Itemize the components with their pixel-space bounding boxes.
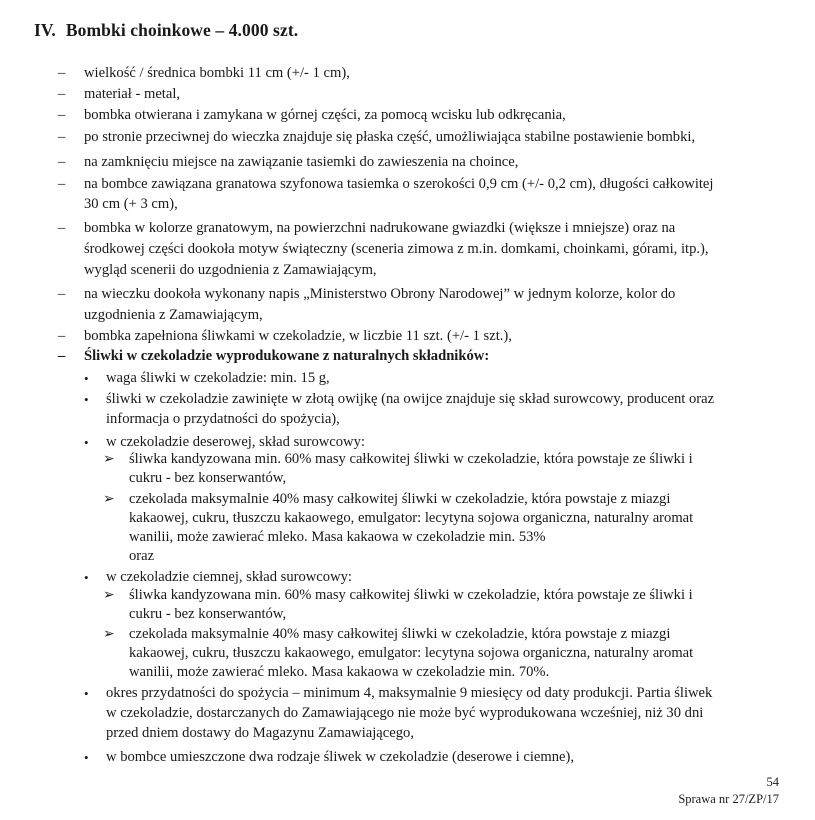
spec-line: po stronie przeciwnej do wieczka znajduje się płaska część, umożliwiająca stabilne postawienie bombki,: [84, 129, 696, 145]
spec-line: informacja o przydatności do spożycia),: [106, 411, 340, 427]
spec-line: wanilii, może zawierać mleko. Masa kakaowa w czekoladzie min. 53%: [129, 529, 546, 545]
bullet-marker: •: [84, 371, 89, 386]
case-reference: Sprawa nr 27/ZP/17: [678, 792, 779, 806]
bullet-marker: •: [84, 570, 89, 585]
spec-line: bombka w kolorze granatowym, na powierzchni nadrukowane gwiazdki (większe i mniejsze) oraz na: [84, 220, 676, 236]
bullet-marker: •: [84, 435, 89, 450]
bullet-marker: •: [84, 686, 89, 701]
subsection-heading: Śliwki w czekoladzie wyprodukowane z naturalnych składników:: [84, 348, 490, 364]
spec-line: uzgodnienia z Zamawiającym,: [84, 307, 263, 323]
spec-line: 30 cm (+ 3 cm),: [84, 196, 178, 212]
dash-marker: –: [58, 154, 66, 170]
spec-line: na bombce zawiązana granatowa szyfonowa tasiemka o szerokości 0,9 cm (+/- 0,2 cm), długości całkowitej: [84, 176, 714, 192]
spec-line: przed dniem dostawy do Magazynu Zamawiającego,: [106, 725, 414, 741]
page-number: 54: [766, 775, 779, 789]
spec-line: oraz: [129, 548, 155, 564]
spec-line: na wieczku dookoła wykonany napis „Ministerstwo Obrony Narodowej” w jednym kolorze, kolor do: [84, 286, 676, 302]
section-number: IV.: [34, 20, 56, 40]
spec-line: w czekoladzie ciemnej, skład surowcowy:: [106, 569, 352, 585]
spec-line: okres przydatności do spożycia – minimum 4, maksymalnie 9 miesięcy od daty produkcji. Partia śliwek: [106, 685, 713, 701]
spec-line: środkowej części dookoła motyw świąteczny (sceneria zimowa z m.in. domkami, choinkami, górami, itp.),: [84, 241, 709, 257]
dash-marker: –: [58, 176, 66, 192]
dash-marker: –: [58, 107, 66, 123]
bullet-marker: •: [84, 392, 89, 407]
spec-line: czekolada maksymalnie 40% masy całkowitej śliwki w czekoladzie, która powstaje z miazgi: [129, 491, 671, 507]
spec-line: bombka otwierana i zamykana w górnej części, za pomocą wcisku lub odkręcania,: [84, 107, 566, 123]
dash-marker: –: [58, 65, 66, 81]
spec-line: w bombce umieszczone dwa rodzaje śliwek w czekoladzie (deserowe i ciemne),: [106, 749, 575, 765]
spec-line: w czekoladzie, dostarczanych do Zamawiającego nie może być wyprodukowana wcześniej, niż 30 dni: [106, 705, 704, 721]
spec-line: cukru - bez konserwantów,: [129, 470, 287, 486]
section-title: Bombki choinkowe – 4.000 szt.: [65, 20, 299, 40]
dash-marker: –: [58, 220, 66, 236]
dash-marker: –: [58, 129, 66, 145]
arrow-marker: ➢: [103, 627, 115, 642]
spec-line: czekolada maksymalnie 40% masy całkowitej śliwki w czekoladzie, która powstaje z miazgi: [129, 626, 671, 642]
spec-line: bombka zapełniona śliwkami w czekoladzie, w liczbie 11 szt. (+/- 1 szt.),: [84, 328, 512, 344]
spec-line: śliwka kandyzowana min. 60% masy całkowitej śliwki w czekoladzie, która powstaje ze śliwki i: [129, 587, 693, 603]
spec-line: w czekoladzie deserowej, skład surowcowy:: [106, 434, 365, 450]
spec-line: kakaowej, cukru, tłuszczu kakaowego, emulgator: lecytyna sojowa organiczna, naturalny aromat: [129, 510, 694, 526]
spec-line: wanilii, może zawierać mleko. Masa kakaowa w czekoladzie min. 70%.: [129, 664, 550, 680]
dash-marker: –: [58, 328, 66, 344]
spec-line: na zamknięciu miejsce na zawiązanie tasiemki do zawieszenia na choince,: [84, 154, 519, 170]
spec-line: wygląd scenerii do uzgodnienia z Zamawiającym,: [84, 262, 377, 278]
section-heading: [34, 20, 298, 41]
spec-line: kakaowej, cukru, tłuszczu kakaowego, emulgator: lecytyna sojowa organiczna, naturalny aromat: [129, 645, 694, 661]
spec-line: materiał - metal,: [84, 86, 181, 102]
spec-line: śliwki w czekoladzie zawinięte w złotą owijkę (na owijce znajduje się skład surowcowy, producent oraz: [106, 391, 715, 407]
dash-marker: –: [58, 86, 66, 102]
arrow-marker: ➢: [103, 452, 115, 467]
bullet-marker: •: [84, 750, 89, 765]
dash-marker: –: [58, 286, 66, 302]
dash-marker: –: [58, 348, 66, 364]
spec-line: waga śliwki w czekoladzie: min. 15 g,: [106, 370, 330, 386]
spec-line: cukru - bez konserwantów,: [129, 606, 287, 622]
arrow-marker: ➢: [103, 492, 115, 507]
spec-line: wielkość / średnica bombki 11 cm (+/- 1 cm),: [84, 65, 350, 81]
arrow-marker: ➢: [103, 588, 115, 603]
spec-line: śliwka kandyzowana min. 60% masy całkowitej śliwki w czekoladzie, która powstaje ze śliwki i: [129, 451, 693, 467]
